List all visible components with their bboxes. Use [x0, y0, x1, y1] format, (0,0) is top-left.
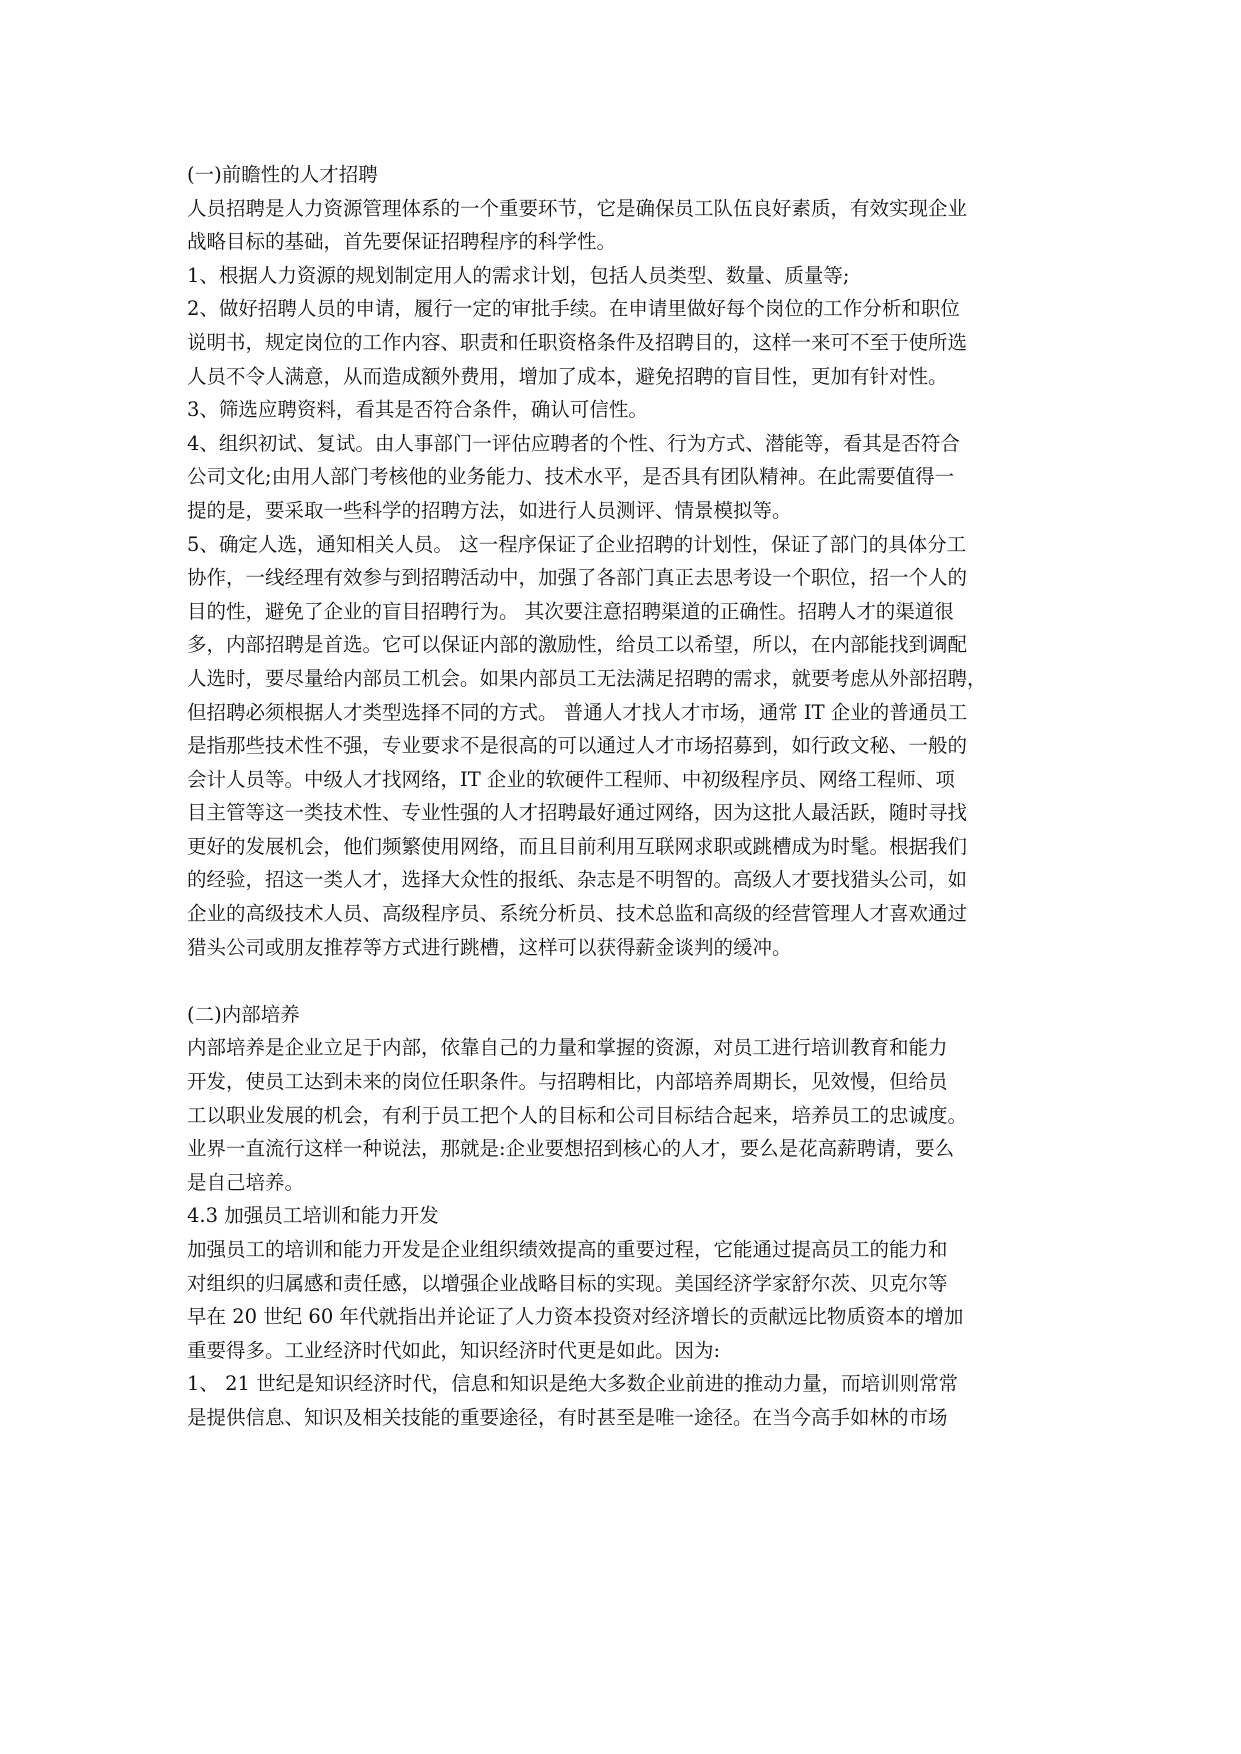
text-line: 说明书，规定岗位的工作内容、职责和任职资格条件及招聘目的，这样一来可不至于使所选: [187, 330, 968, 354]
text-line: 协作，一线经理有效参与到招聘活动中，加强了各部门真正去思考设一个职位，招一个人的: [187, 566, 968, 590]
text-line: 公司文化;由用人部门考核他的业务能力、技术水平，是否具有团队精神。在此需要值得一: [187, 465, 955, 489]
text-line: 4、组织初试、复试。由人事部门一评估应聘者的个性、行为方式、潜能等，看其是否符合: [187, 431, 960, 455]
text-line: 人员不令人满意，从而造成额外费用，增加了成本，避免招聘的盲目性，更加有针对性。: [187, 364, 948, 388]
text-line: 工以职业发展的机会，有利于员工把个人的目标和公司目标结合起来，培养员工的忠诚度。: [187, 1103, 968, 1127]
text-line: 是自己培养。: [187, 1170, 305, 1194]
text-line: 对组织的归属感和责任感，以增强企业战略目标的实现。美国经济学家舒尔茨、贝克尔等: [187, 1271, 948, 1295]
text-line: (一)前瞻性的人才招聘: [187, 163, 378, 186]
text-line: 2、做好招聘人员的申请，履行一定的审批手续。在申请里做好每个岗位的工作分析和职位: [187, 297, 960, 321]
text-line: 1、根据人力资源的规划制定用人的需求计划，包括人员类型、数量、质量等;: [187, 263, 850, 287]
text-line: 内部培养是企业立足于内部，依靠自己的力量和掌握的资源，对员工进行培训教育和能力: [187, 1036, 948, 1060]
blank-line: [187, 964, 1067, 998]
text-line: 目的性，避免了企业的盲目招聘行为。 其次要注意招聘渠道的正确性。招聘人才的渠道很: [187, 599, 954, 623]
text-line: 是指那些技术性不强，专业要求不是很高的可以通过人才市场招募到，如行政文秘、一般的: [187, 734, 968, 758]
text-line: (二)内部培养: [187, 1002, 300, 1026]
text-line: 但招聘必须根据人才类型选择不同的方式。 普通人才找人才市场，通常 IT 企业的普通员工: [187, 700, 968, 724]
text-line: 的经验，招这一类人才，选择大众性的报纸、杂志是不明智的。高级人才要找猎头公司，如: [187, 868, 968, 892]
text-line: 猎头公司或朋友推荐等方式进行跳槽，这样可以获得薪金谈判的缓冲。: [187, 935, 792, 959]
text-line: 更好的发展机会，他们频繁使用网络，而且目前利用互联网求职或跳槽成为时髦。根据我们: [187, 834, 968, 858]
text-line: 5、确定人选，通知相关人员。 这一程序保证了企业招聘的计划性，保证了部门的具体分工: [187, 532, 967, 556]
text-line: 人选时，要尽量给内部员工机会。如果内部员工无法满足招聘的需求，就要考虑从外部招聘，: [187, 666, 987, 690]
text-line: 是提供信息、知识及相关技能的重要途径，有时甚至是唯一途径。在当今高手如林的市场: [187, 1405, 948, 1429]
text-line: 3、筛选应聘资料，看其是否符合条件，确认可信性。: [187, 398, 648, 422]
text-line: 会计人员等。中级人才找网络，IT 企业的软硬件工程师、中初级程序员、网络工程师、项: [187, 767, 955, 791]
text-line: 战略目标的基础，首先要保证招聘程序的科学性。: [187, 230, 617, 254]
document-body: [187, 158, 1067, 1435]
text-line: 早在 20 世纪 60 年代就指出并论证了人力资本投资对经济增长的贡献远比物质资本的增加: [187, 1305, 964, 1329]
text-line: 多，内部招聘是首选。它可以保证内部的激励性，给员工以希望，所以，在内部能找到调配: [187, 633, 968, 657]
text-line: 加强员工的培训和能力开发是企业组织绩效提高的重要过程，它能通过提高员工的能力和: [187, 1238, 948, 1261]
text-line: 开发，使员工达到未来的岗位任职条件。与招聘相比，内部培养周期长，见效慢，但给员: [187, 1070, 948, 1094]
text-line: 1、 21 世纪是知识经济时代，信息和知识是绝大多数企业前进的推动力量，而培训则常常: [187, 1372, 959, 1396]
text-line: 人员招聘是人力资源管理体系的一个重要环节，它是确保员工队伍良好素质，有效实现企业: [187, 196, 968, 220]
text-line: 提的是，要采取一些科学的招聘方法，如进行人员测评、情景模拟等。: [187, 498, 792, 522]
text-line: 重要得多。工业经济时代如此，知识经济时代更是如此。因为:: [187, 1338, 721, 1362]
text-line: 目主管等这一类技术性、专业性强的人才招聘最好通过网络，因为这批人最活跃，随时寻找: [187, 801, 968, 825]
text-line: 企业的高级技术人员、高级程序员、系统分析员、技术总监和高级的经营管理人才喜欢通过: [187, 902, 968, 926]
text-line: 4.3 加强员工培训和能力开发: [187, 1204, 439, 1228]
text-line: 业界一直流行这样一种说法，那就是:企业要想招到核心的人才，要么是花高薪聘请，要么: [187, 1137, 955, 1161]
